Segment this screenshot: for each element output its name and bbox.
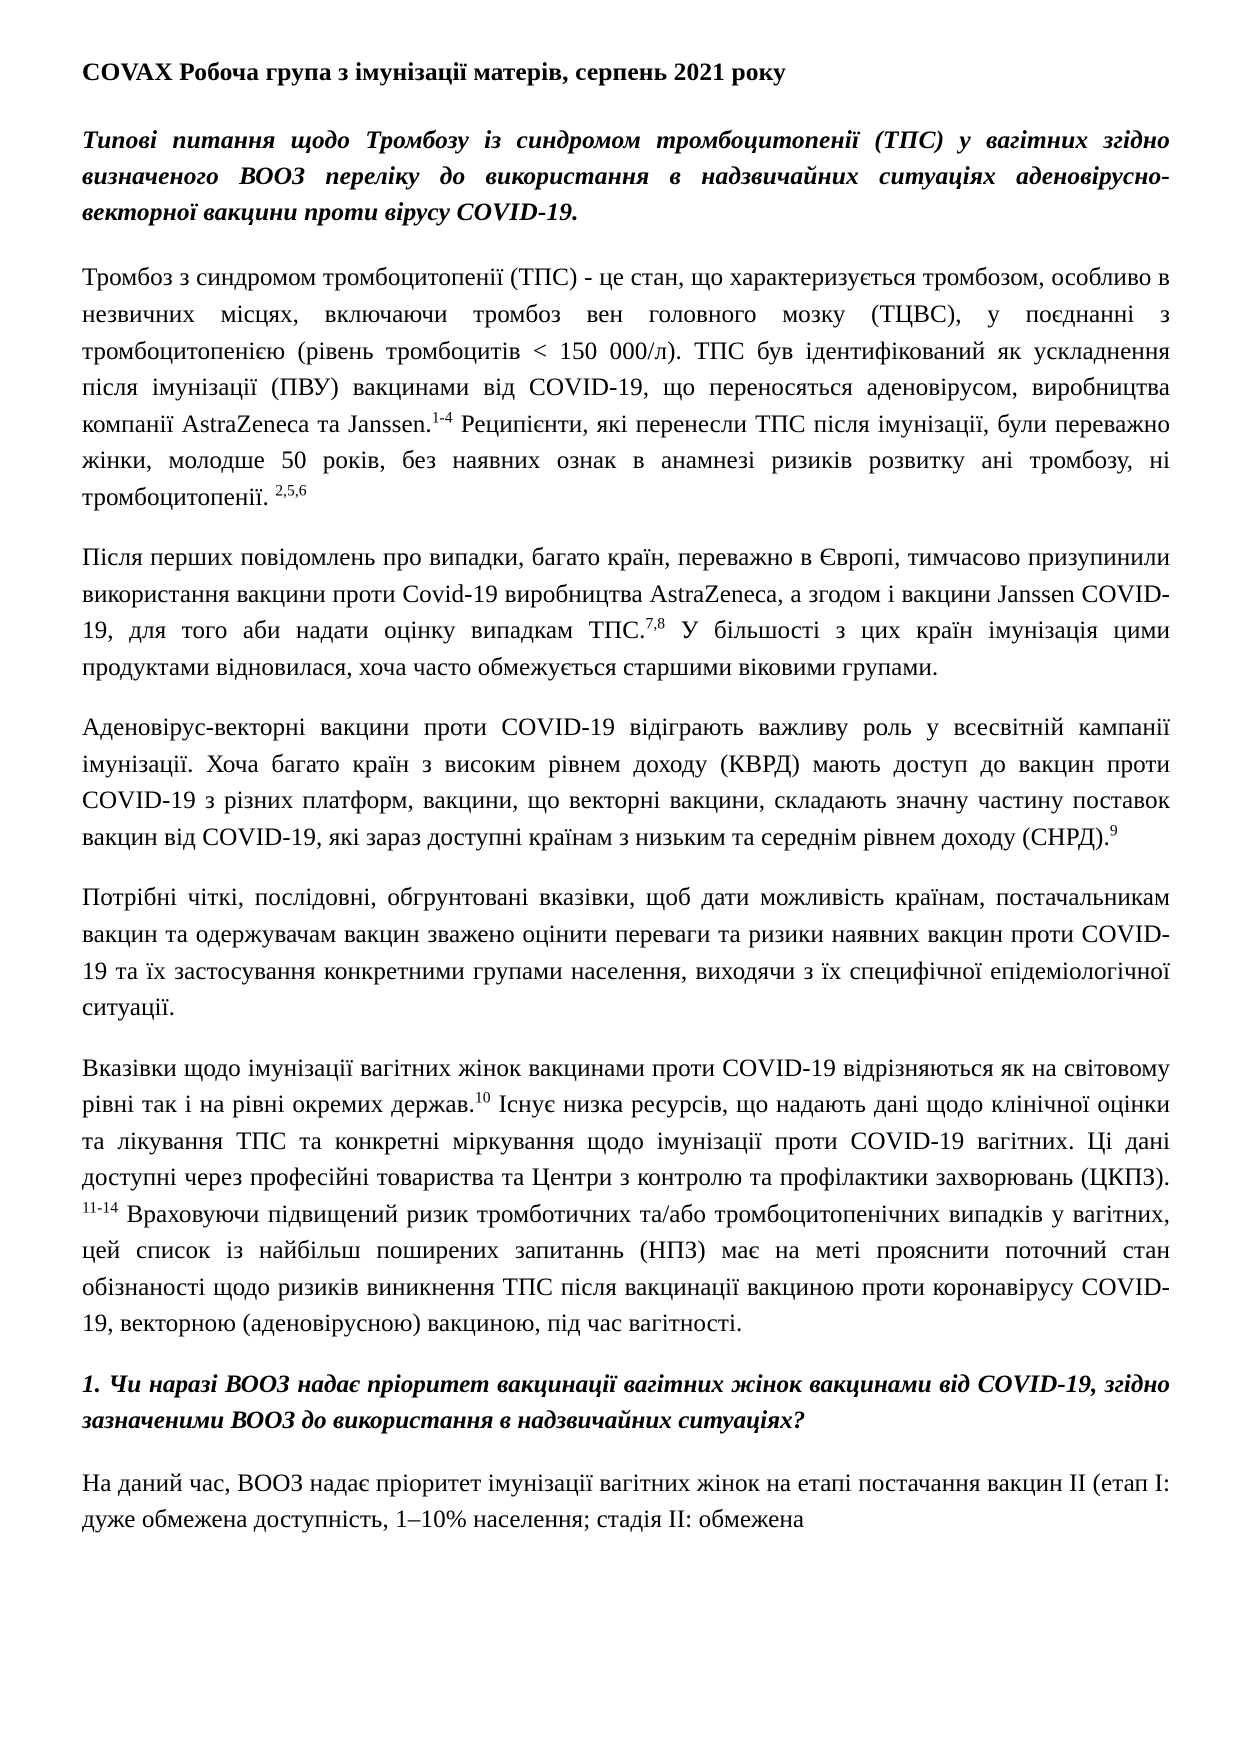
paragraph-5-text-c: Враховуючи підвищений ризик тромботичних та/або тромбоцитопенічних випадків у вагітних, цей список із найбільш поширених запитаннь (НПЗ) має на меті прояснити поточний стан обізнаності щодо ризиків виникнення ТПС після вакцинації вакциною проти коронавірусу COVID-19, векторною (аденовірусною) вакциною, під час вагітності.: [82, 1200, 1170, 1338]
paragraph-2: [82, 540, 1170, 686]
paragraph-4: [82, 880, 1170, 1026]
footnote-ref-7-8: 7,8: [645, 615, 666, 633]
section-heading-question-1: 1. Чи наразі ВООЗ надає пріоритет вакцинації вагітних жінок вакцинами від COVID-19, згідно зазначеними ВООЗ до використання в надзвичайних ситуаціях?: [82, 1370, 1170, 1435]
document-title: COVAX Робоча група з імунізації матерів, серпень 2021 року: [82, 57, 786, 86]
paragraph-2-text-b: У більшості з цих країн імунізація цими продуктами відновилася, хоча часто обмежується старшими віковими групами.: [82, 617, 1170, 681]
paragraph-1: [82, 260, 1170, 516]
footnote-ref-1-4: 1-4: [431, 409, 453, 427]
paragraph-2-text-a: Після перших повідомлень про випадки, багато країн, переважно в Європі, тимчасово призупинили використання вакцини проти Covid-19 виробництва AstraZeneca, а згодом і вакцини Janssen COVID-19, для того аби надати оцінку випадкам ТПС.: [82, 544, 1170, 645]
footnote-ref-11-14: 11-14: [82, 1199, 119, 1217]
paragraph-5-text-a: Вказівки щодо імунізації вагітних жінок вакцинами проти COVID-19 відрізняються як на світовому рівні так і на рівні окремих держав.: [82, 1054, 1170, 1119]
closing-paragraph: На даний час, ВООЗ надає пріоритет імунізації вагітних жінок на етапі постачання вакцин II (етап I: дуже обмежена доступність, 1–10% населення; стадія II: обмежена: [82, 1469, 1170, 1534]
footnote-ref-2-5-6: 2,5,6: [275, 482, 307, 500]
paragraph-3-text-a: Аденовірус-векторні вакцини проти COVID-19 відіграють важливу роль у всесвітній кампанії імунізації. Хоча багато країн з високим рівнем доходу (КВРД) мають доступ до вакцин проти COVID-19 з різних платформ, вакцини, що векторні вакцини, складають значну частину поставок вакцин від COVID-19, які зараз доступні країнам з низьким та середнім рівнем доходу (СНРД).: [82, 714, 1170, 851]
footnote-ref-10: 10: [474, 1089, 491, 1107]
paragraph-1-text-a: Тромбоз з синдромом тромбоцитопенії (ТПС) - це стан, що характеризується тромбозом, особливо в незвичних місцях, включаючи тромбоз вен головного мозку (ТЦВС), у поєднанні з тромбоцитопенією (рівень тромбоцитів < 150 000/л). ТПС був ідентифікований як ускладнення після імунізації (ПВУ) вакцинами від COVID-19, що переносяться аденовірусом, виробництва компанії AstraZeneca та Janssen.: [82, 264, 1170, 438]
document-subtitle: Типові питання щодо Тромбозу із синдромом тромбоцитопенії (ТПС) у вагітних згідно визначеного ВООЗ переліку до використання в надзвичайних ситуаціях аденовірусно-векторної вакцини проти вірусу COVID-19.: [82, 124, 1170, 227]
paragraph-1-text-b: Реципієнти, які перенесли ТПС після імунізації, були переважно жінки, молодше 50 років, без наявних ознак в анамнезі ризиків розвитку ані тромбозу, ні тромбоцитопенії.: [82, 410, 1170, 511]
paragraph-5-text-b: Існує низка ресурсів, що надають дані щодо клінічної оцінки та лікування ТПС та конкретні міркування щодо імунізації проти COVID-19 вагітних. Ці дані доступні через професійні товариства та Центри з контролю та профілактики захворювань (ЦКПЗ).: [82, 1091, 1171, 1192]
footnote-ref-9: 9: [1109, 822, 1118, 840]
paragraph-4-text-a: Потрібні чіткі, послідовні, обгрунтовані вказівки, щоб дати можливість країнам, постачальникам вакцин та одержувачам вакцин зважено оцінити переваги та ризики наявних вакцин проти COVID-19 та їх застосування конкретними групами населення, виходячи з їх специфічної епідеміологічної ситуації.: [82, 884, 1170, 1022]
paragraph-3: [82, 710, 1170, 856]
paragraph-5: [82, 1051, 1170, 1343]
